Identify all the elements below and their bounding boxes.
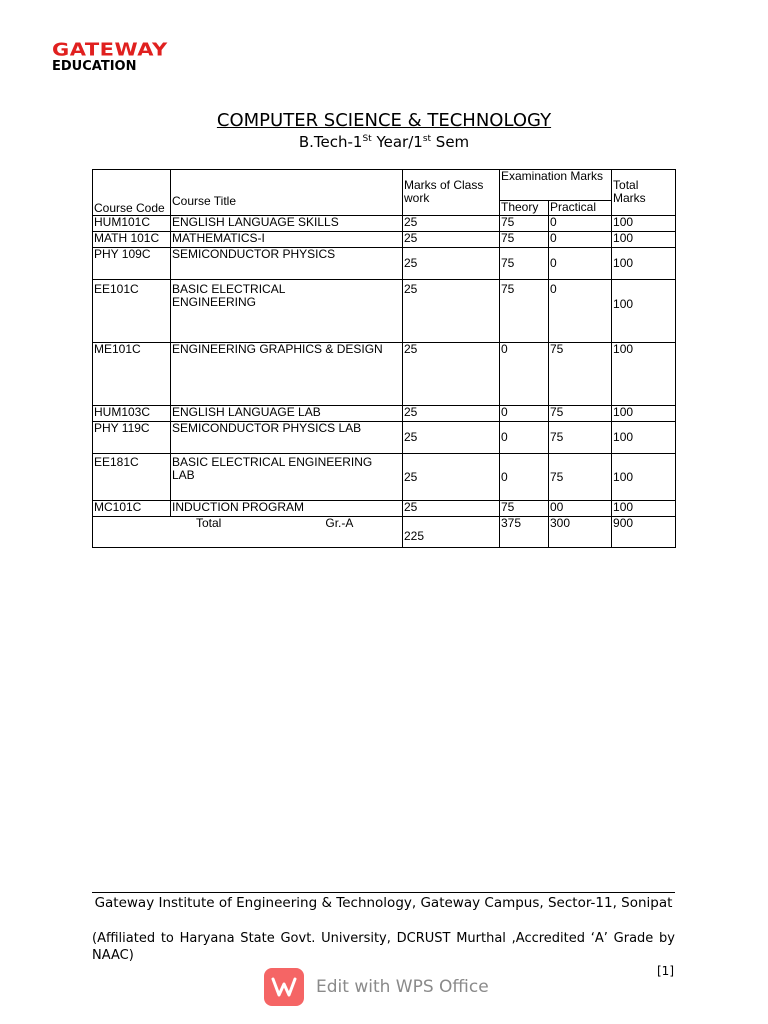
cell-practical: 0: [549, 216, 612, 232]
cell-practical: 75: [549, 454, 612, 501]
cell-class-work: 25: [403, 343, 500, 406]
subtitle-prefix: B.Tech-1: [298, 133, 363, 151]
footer-affiliation: (Affiliated to Haryana State Govt. University, DCRUST Murthal ,Accredited ‘A’ Grade by NAAC): [92, 931, 675, 963]
cell-code: EE181C: [93, 454, 171, 501]
cell-theory: 0: [500, 454, 549, 501]
cell-code: EE101C: [93, 280, 171, 343]
header-theory: Theory: [500, 201, 549, 216]
total-label-cell: [93, 517, 403, 548]
cell-title: BASIC ELECTRICAL ENGINEERING: [171, 280, 403, 343]
subtitle-sup-1: St: [362, 134, 372, 144]
subtitle-sup-2: st: [422, 134, 432, 144]
subtitle-middle: Year/1: [371, 133, 423, 151]
cell-class-work: 25: [403, 232, 500, 248]
cell-title: MATHEMATICS-I: [171, 232, 403, 248]
wps-logo-icon: [264, 968, 304, 1006]
cell-practical: 00: [549, 501, 612, 517]
cell-total: 100: [612, 343, 676, 406]
cell-title: SEMICONDUCTOR PHYSICS LAB: [171, 422, 403, 454]
cell-code: ME101C: [93, 343, 171, 406]
subtitle-suffix: Sem: [431, 133, 470, 151]
cell-total: 100: [612, 501, 676, 517]
cell-total: 100: [612, 216, 676, 232]
total-class-work: 225: [403, 517, 500, 548]
cell-theory: 75: [500, 232, 549, 248]
header-course-code: Course Code: [93, 170, 171, 216]
cell-title: SEMICONDUCTOR PHYSICS: [171, 248, 403, 280]
total-practical: 300: [549, 517, 612, 548]
page-number: [1]: [657, 964, 674, 978]
logo-main-text: GATEWAY: [52, 39, 168, 60]
table-row: [93, 422, 676, 454]
cell-title: ENGINEERING GRAPHICS & DESIGN: [171, 343, 403, 406]
marks-table: [92, 169, 676, 548]
total-label: Total: [196, 516, 222, 530]
logo-sub-text: EDUCATION: [52, 59, 137, 74]
wps-edit-banner[interactable]: [264, 968, 489, 1006]
header-examination: Examination Marks: [500, 170, 612, 201]
cell-total: 100: [612, 406, 676, 422]
cell-total: 100: [612, 248, 676, 280]
table-row: [93, 280, 676, 343]
cell-practical: 0: [549, 248, 612, 280]
table-row: [93, 248, 676, 280]
cell-theory: 75: [500, 280, 549, 343]
cell-class-work: 25: [403, 248, 500, 280]
cell-code: PHY 119C: [93, 422, 171, 454]
cell-total: 100: [612, 280, 676, 343]
header-class-work: Marks of Class work: [403, 170, 500, 216]
table-total-row: [93, 517, 676, 548]
cell-code: PHY 109C: [93, 248, 171, 280]
header-course-title: Course Title: [171, 170, 403, 216]
cell-practical: 0: [549, 232, 612, 248]
cell-code: HUM103C: [93, 406, 171, 422]
cell-class-work: 25: [403, 406, 500, 422]
group-label: Gr.-A: [325, 516, 354, 530]
cell-theory: 0: [500, 422, 549, 454]
page-title: COMPUTER SCIENCE & TECHNOLOGY: [216, 110, 552, 131]
cell-class-work: 25: [403, 280, 500, 343]
cell-practical: 75: [549, 406, 612, 422]
cell-title: INDUCTION PROGRAM: [171, 501, 403, 517]
cell-title: ENGLISH LANGUAGE SKILLS: [171, 216, 403, 232]
table-row: [93, 406, 676, 422]
table-header-row-1: [93, 170, 676, 201]
footer-institute: Gateway Institute of Engineering & Technology, Gateway Campus, Sector-11, Sonipat: [94, 895, 673, 911]
table-row: [93, 232, 676, 248]
cell-class-work: 25: [403, 422, 500, 454]
cell-title: ENGLISH LANGUAGE LAB: [171, 406, 403, 422]
table-row: [93, 501, 676, 517]
footer-divider: [92, 892, 675, 893]
cell-total: 100: [612, 422, 676, 454]
cell-practical: 75: [549, 422, 612, 454]
table-row: [93, 216, 676, 232]
cell-theory: 75: [500, 501, 549, 517]
cell-class-work: 25: [403, 216, 500, 232]
header-practical: Practical: [549, 201, 612, 216]
cell-class-work: 25: [403, 454, 500, 501]
wps-edit-label[interactable]: Edit with WPS Office: [316, 977, 489, 997]
cell-title: BASIC ELECTRICAL ENGINEERING LAB: [171, 454, 403, 501]
total-marks: 900: [612, 517, 676, 548]
cell-total: 100: [612, 454, 676, 501]
cell-class-work: 25: [403, 501, 500, 517]
cell-practical: 0: [549, 280, 612, 343]
cell-code: HUM101C: [93, 216, 171, 232]
header-total: Total Marks: [612, 170, 676, 216]
page-subtitle: [0, 133, 768, 151]
cell-theory: 75: [500, 248, 549, 280]
cell-theory: 0: [500, 406, 549, 422]
cell-practical: 75: [549, 343, 612, 406]
gateway-logo: [52, 40, 168, 74]
cell-theory: 0: [500, 343, 549, 406]
table-row: [93, 454, 676, 501]
cell-theory: 75: [500, 216, 549, 232]
table-row: [93, 343, 676, 406]
total-theory: 375: [500, 517, 549, 548]
cell-code: MATH 101C: [93, 232, 171, 248]
cell-total: 100: [612, 232, 676, 248]
cell-code: MC101C: [93, 501, 171, 517]
